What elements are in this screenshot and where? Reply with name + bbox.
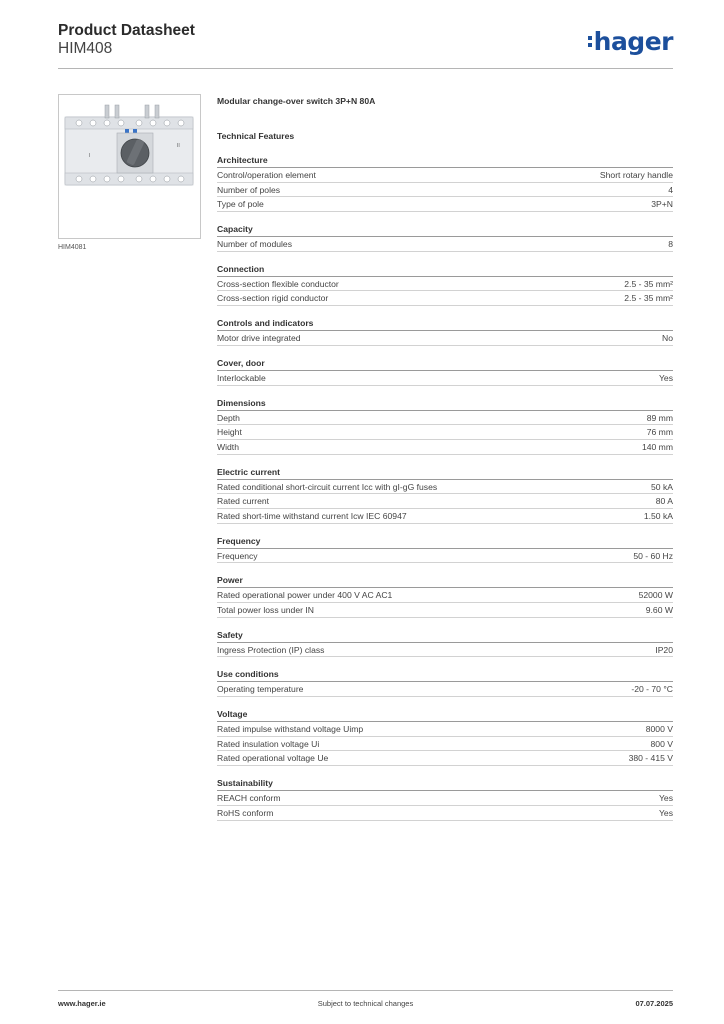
spec-label: Motor drive integrated <box>217 333 301 344</box>
spec-row <box>217 168 673 183</box>
spec-value: 52000 W <box>638 590 673 601</box>
spec-section <box>217 223 673 252</box>
spec-row <box>217 440 673 455</box>
product-model: HIM408 <box>58 40 113 57</box>
spec-label: Cross-section rigid conductor <box>217 293 329 304</box>
page-footer <box>58 999 673 1009</box>
spec-row <box>217 549 673 564</box>
change-over-switch-icon <box>59 95 200 238</box>
spec-value: 140 mm <box>641 441 673 452</box>
spec-section <box>217 397 673 455</box>
spec-row <box>217 791 673 806</box>
section-title: Cover, door <box>217 357 673 371</box>
technical-features-heading: Technical Features <box>217 131 295 141</box>
spec-label: Rated insulation voltage Ui <box>217 738 320 749</box>
spec-section <box>217 574 673 617</box>
spec-value: 50 kA <box>651 481 673 492</box>
spec-value: 9.60 W <box>645 605 673 615</box>
spec-value: 3P+N <box>651 199 673 210</box>
spec-value: 80 A <box>655 496 673 507</box>
spec-row <box>217 411 673 426</box>
spec-value: IP20 <box>655 644 673 655</box>
spec-label: Cross-section flexible conductor <box>217 278 339 289</box>
spec-value: No <box>662 333 673 344</box>
spec-value: Yes <box>658 372 673 383</box>
spec-row <box>217 751 673 766</box>
spec-value: 380 - 415 V <box>628 753 673 764</box>
spec-label: Number of poles <box>217 184 281 195</box>
section-title: Voltage <box>217 708 673 722</box>
spec-row <box>217 371 673 386</box>
spec-label: Rated operational power under 400 V AC AC1 <box>217 590 393 601</box>
footer-date: 07.07.2025 <box>635 999 673 1008</box>
spec-row <box>217 722 673 737</box>
section-title: Sustainability <box>217 777 673 791</box>
product-name: Modular change-over switch 3P+N 80A <box>217 96 376 106</box>
svg-text:I: I <box>89 153 91 159</box>
spec-section <box>217 629 673 658</box>
spec-row <box>217 682 673 697</box>
section-title: Controls and indicators <box>217 317 673 331</box>
section-title: Architecture <box>217 154 673 168</box>
spec-row <box>217 806 673 821</box>
spec-row <box>217 425 673 440</box>
spec-sections <box>217 154 673 821</box>
section-title: Safety <box>217 629 673 643</box>
spec-value: Yes <box>658 807 673 818</box>
spec-label: Control/operation element <box>217 170 316 180</box>
spec-label: Rated operational voltage Ue <box>217 753 329 764</box>
spec-value: Yes <box>658 793 673 804</box>
spec-label: Ingress Protection (IP) class <box>217 644 325 655</box>
datasheet-content <box>217 96 673 821</box>
footer-notice: Subject to technical changes <box>317 999 414 1008</box>
spec-row <box>217 277 673 292</box>
spec-label: Number of modules <box>217 239 292 250</box>
spec-value: 2.5 - 35 mm² <box>624 278 673 289</box>
spec-row <box>217 603 673 618</box>
spec-value: 8000 V <box>645 724 673 735</box>
section-title: Power <box>217 574 673 588</box>
section-title: Dimensions <box>217 397 673 411</box>
spec-value: 4 <box>668 184 673 195</box>
spec-label: Height <box>217 427 242 438</box>
spec-label: Width <box>217 441 239 452</box>
section-title: Electric current <box>217 466 673 480</box>
spec-label: REACH conform <box>217 793 281 804</box>
spec-row <box>217 197 673 212</box>
header-divider <box>58 68 673 69</box>
spec-section <box>217 708 673 766</box>
spec-row <box>217 588 673 603</box>
hager-logo[interactable] <box>588 28 673 54</box>
spec-value: 89 mm <box>646 412 673 423</box>
spec-label: Rated conditional short-circuit current Icc with gI-gG fuses <box>217 481 438 492</box>
spec-value: 800 V <box>650 738 673 749</box>
spec-value: 8 <box>668 239 673 250</box>
spec-label: Operating temperature <box>217 684 304 695</box>
footer-website-link[interactable]: www.hager.ie <box>58 999 106 1008</box>
spec-value: Short rotary handle <box>599 170 673 180</box>
spec-value: 76 mm <box>646 427 673 438</box>
logo-text: hager <box>593 26 673 56</box>
spec-section <box>217 263 673 306</box>
section-title: Connection <box>217 263 673 277</box>
section-title: Capacity <box>217 223 673 237</box>
spec-label: Total power loss under IN <box>217 605 314 615</box>
spec-section <box>217 154 673 212</box>
spec-section <box>217 668 673 697</box>
section-title: Use conditions <box>217 668 673 682</box>
spec-label: Type of pole <box>217 199 264 210</box>
spec-row <box>217 737 673 752</box>
spec-row <box>217 237 673 252</box>
spec-row <box>217 331 673 346</box>
spec-label: RoHS conform <box>217 807 274 818</box>
spec-label: Frequency <box>217 550 258 561</box>
spec-section <box>217 357 673 386</box>
page-title: Product Datasheet <box>58 22 195 39</box>
spec-label: Interlockable <box>217 372 266 383</box>
spec-row <box>217 291 673 306</box>
product-image <box>58 94 201 239</box>
spec-label: Rated short-time withstand current Icw IEC 60947 <box>217 510 407 521</box>
section-title: Frequency <box>217 535 673 549</box>
page-header <box>58 22 673 70</box>
spec-section <box>217 777 673 820</box>
spec-value: 2.5 - 35 mm² <box>624 293 673 304</box>
image-caption: HIM4081 <box>58 244 87 251</box>
spec-label: Depth <box>217 412 240 423</box>
spec-value: 1.50 kA <box>643 510 673 521</box>
spec-section <box>217 466 673 524</box>
spec-row <box>217 509 673 524</box>
spec-section <box>217 535 673 564</box>
svg-text:II: II <box>177 143 180 149</box>
spec-label: Rated current <box>217 496 270 507</box>
spec-value: 50 - 60 Hz <box>633 550 673 561</box>
spec-row <box>217 183 673 198</box>
spec-row <box>217 480 673 495</box>
spec-row <box>217 494 673 509</box>
spec-label: Rated impulse withstand voltage Uimp <box>217 724 364 735</box>
logo-dots-icon <box>588 36 592 47</box>
spec-row <box>217 643 673 658</box>
footer-divider <box>58 990 673 991</box>
spec-value: -20 - 70 °C <box>631 684 673 695</box>
spec-section <box>217 317 673 346</box>
